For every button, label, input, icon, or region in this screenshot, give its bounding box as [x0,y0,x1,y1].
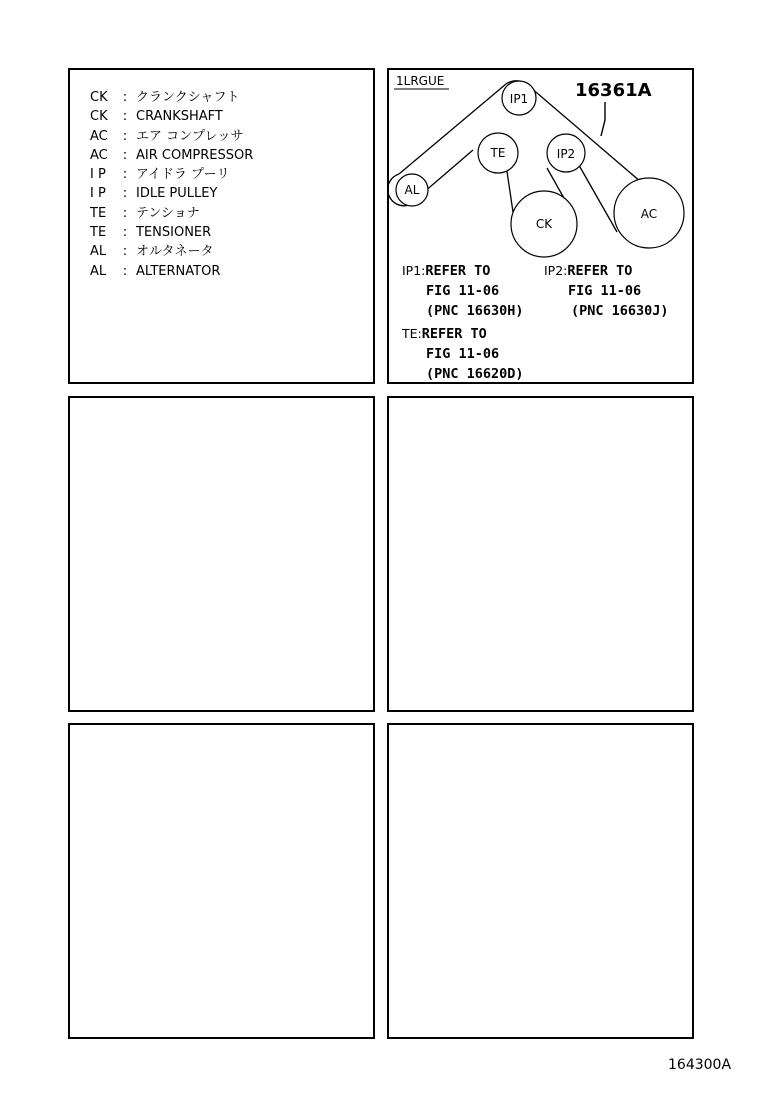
legend-sep: : [122,147,128,163]
te-ref-label: TE: [402,326,422,341]
belt-diagram-panel [387,68,694,384]
legend-code: CK [90,90,108,105]
ip2-ref-line1: REFER TO [567,263,633,279]
legend-code: TE [90,205,107,221]
ip1-ref-line1: REFER TO [425,263,491,279]
empty-panel [387,396,694,712]
idle-pulley-2-label: IP2 [556,147,576,161]
legend-desc: アイドラ プーリ [136,167,230,183]
legend-code: AL [90,263,107,279]
engine-code: 1LRGUE [396,74,445,88]
legend-desc: ALTERNATOR [136,263,221,279]
air-compressor-pulley-label: AC [640,207,658,221]
page-code: 164300A [668,1057,732,1073]
legend-sep: : [122,128,128,144]
legend-sep: : [122,109,128,125]
legend-item [90,165,253,184]
ip2-ref-label: IP2: [544,263,568,278]
ip2-ref-line3: (PNC 16630J) [571,303,669,319]
legend-desc: AIR COMPRESSOR [136,147,254,163]
legend-desc: IDLE PULLEY [136,186,218,202]
te-ref-line1: REFER TO [421,326,487,342]
ip1-ref-line3: (PNC 16630H) [426,303,524,319]
ip2-reference [544,261,669,321]
legend-item [90,223,253,242]
legend-code: AL [90,244,107,260]
legend-sep: : [122,167,128,183]
ip2-ref-line2: FIG 11-06 [568,283,642,299]
legend-item [90,146,253,165]
legend-item [90,88,253,107]
empty-panel [387,723,694,1039]
idle-pulley-1-label: IP1 [509,92,529,106]
legend-code: TE [90,225,107,241]
legend-code: I P [90,186,106,202]
te-reference [402,324,524,384]
legend-panel [68,68,375,384]
legend-sep: : [122,225,128,241]
legend-code: AC [90,128,108,144]
legend-sep: : [122,186,128,202]
legend-desc: CRANKSHAFT [136,109,223,125]
legend-item [90,262,253,281]
part-number: 16361A [575,80,652,101]
tensioner-pulley-label: TE [490,146,506,160]
legend-sep: : [122,205,128,221]
legend-item [90,127,253,146]
legend-desc: テンショナ [136,205,200,221]
legend-item [90,184,253,203]
crankshaft-pulley-label: CK [535,217,553,231]
legend-desc: TENSIONER [136,225,212,241]
legend-desc: クランクシャフト [136,90,240,105]
legend-list [90,88,253,281]
legend-item [90,204,253,223]
te-ref-line3: (PNC 16620D) [426,366,524,382]
te-ref-line2: FIG 11-06 [426,346,500,362]
legend-item [90,107,253,126]
empty-panel [68,396,375,712]
legend-desc: オルタネータ [136,244,214,260]
ip1-reference [402,261,524,321]
legend-desc: エア コンプレッサ [136,128,244,144]
empty-panel [68,723,375,1039]
legend-code: AC [90,147,108,163]
legend-sep: : [122,263,128,279]
legend-sep: : [122,90,128,105]
legend-item [90,242,253,261]
legend-sep: : [122,244,128,260]
ip1-ref-line2: FIG 11-06 [426,283,500,299]
legend-code: CK [90,109,108,125]
alternator-pulley-label: AL [404,183,420,197]
ip1-ref-label: IP1: [402,263,426,278]
legend-code: I P [90,167,106,183]
part-number-leader-tip [601,120,605,136]
